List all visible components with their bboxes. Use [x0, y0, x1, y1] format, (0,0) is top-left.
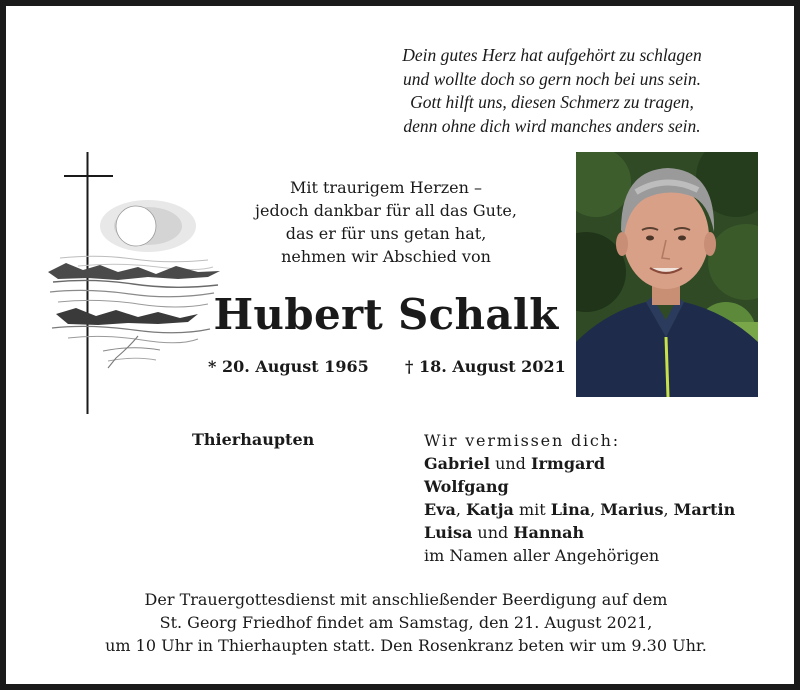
poem [352, 44, 752, 138]
mourner-name: Eva [424, 500, 456, 519]
mourner-name: Irmgard [531, 454, 606, 473]
connector-text: und [472, 523, 514, 542]
poem-line: denn ohne dich wird manches anders sein. [403, 115, 701, 136]
mourning-artwork [38, 146, 228, 416]
intro-line: jedoch dankbar für all das Gute, [255, 201, 517, 220]
mourners-list [424, 429, 735, 567]
intro-line: nehmen wir Abschied von [281, 247, 491, 266]
intro-line: das er für uns getan hat, [285, 224, 487, 243]
mourner-name: Hannah [513, 523, 585, 542]
connector-text: , [590, 500, 601, 519]
connector-text: mit [513, 500, 551, 519]
deceased-name: Hubert Schalk [213, 290, 559, 339]
service-line: um 10 Uhr in Thierhaupten statt. Den Rosenkranz beten wir um 9.30 Uhr. [105, 636, 707, 655]
mourners-line [424, 498, 735, 521]
place-name: Thierhaupten [192, 430, 315, 449]
mourners-line [424, 452, 735, 475]
poem-line: und wollte doch so gern noch bei uns sein. [403, 68, 701, 89]
death-date: † 18. August 2021 [405, 357, 566, 376]
intro-line: Mit traurigem Herzen – [289, 178, 483, 197]
mourners-heading: Wir vermissen dich: [424, 431, 620, 450]
service-line: Der Trauergottesdienst mit anschließender Beerdigung auf dem [144, 590, 668, 609]
mourner-name: Wolfgang [424, 477, 509, 496]
connector-text: , [455, 500, 467, 519]
mourners-line [424, 521, 735, 544]
cross-icon [64, 152, 113, 414]
mourners-line [424, 475, 735, 498]
connector-text: und [489, 454, 532, 473]
poem-line: Dein gutes Herz hat aufgehört zu schlagen [402, 45, 702, 65]
mourner-name: Gabriel [424, 454, 490, 473]
birth-date: * 20. August 1965 [208, 357, 369, 376]
intro-text [206, 176, 566, 268]
service-announcement [46, 588, 766, 657]
mourner-name: Marius [600, 500, 664, 519]
moon-landscape-drawing [48, 200, 220, 368]
mourner-name: Luisa [424, 523, 473, 542]
mourners-closing: im Namen aller Angehörigen [424, 546, 660, 565]
portrait-photo [576, 152, 758, 397]
service-line: St. Georg Friedhof findet am Samstag, den 21. August 2021, [159, 613, 653, 632]
poem-line: Gott hilft uns, diesen Schmerz zu tragen, [410, 92, 694, 112]
mourner-name: Katja [466, 500, 514, 519]
connector-text: , [663, 500, 674, 519]
mourner-name: Martin [673, 500, 736, 519]
mourner-name: Lina [550, 500, 591, 519]
